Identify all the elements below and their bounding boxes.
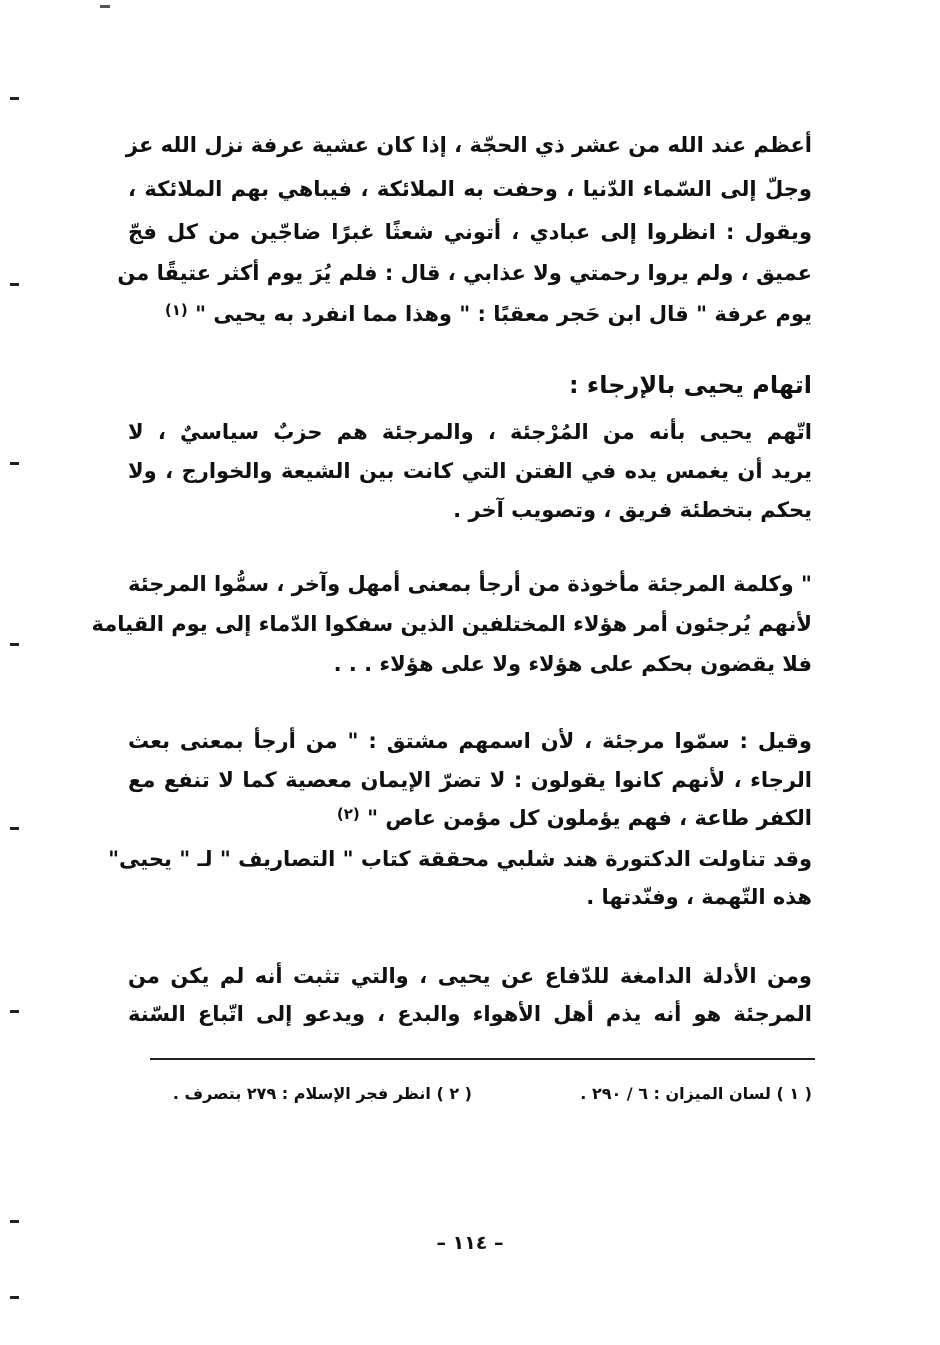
footnote-ref: (٢)	[336, 805, 360, 823]
body-line: وقيل : سمّوا مرجئة ، لأن اسمهم مشتق : " من أرجأ بمعنى بعث	[128, 729, 812, 753]
body-line: يحكم بتخطئة فريق ، وتصويب آخر .	[453, 498, 812, 522]
body-line	[337, 800, 812, 838]
body-line: المرجئة هو أنه يذم أهل الأهواء والبدع ، ويدعو إلى اتّباع السّنة	[128, 1002, 812, 1026]
body-line: " وكلمة المرجئة مأخوذة من أرجأ بمعنى أمهل وآخر ، سمُّوا المرجئة	[128, 572, 812, 596]
scan-mark	[10, 462, 19, 465]
scan-mark	[10, 827, 19, 830]
footnote-ref: (١)	[164, 301, 188, 319]
scan-mark	[100, 5, 110, 8]
body-line: عميق ، ولم يروا رحمتي ولا عذابي ، قال : فلم يُرَ يوم أكثر عتيقًا من	[117, 261, 812, 285]
scan-mark	[10, 97, 19, 100]
page-number: – ١١٤ –	[436, 1232, 504, 1254]
body-line-text: يوم عرفة " قال ابن حَجر معقبًا : " وهذا مما انفرد به يحيى "	[195, 302, 812, 326]
body-line: وجلّ إلى السّماء الدّنيا ، وحفت به الملائكة ، فيباهي بهم الملائكة ،	[128, 177, 812, 201]
body-line: وقد تناولت الدكتورة هند شلبي محققة كتاب " التصاريف " لـ " يحيى"	[108, 847, 812, 871]
body-line: الرجاء ، لأنهم كانوا يقولون : لا تضرّ الإيمان معصية كما لا تنفع مع	[128, 768, 812, 792]
footnote-1: ( ١ ) لسان الميزان : ٦ / ٢٩٠ .	[580, 1084, 812, 1103]
body-line: ويقول : انظروا إلى عبادي ، أتوني شعثًا غبرًا ضاجّين من كل فجّ	[128, 220, 812, 244]
body-line: يريد أن يغمس يده في الفتن التي كانت بين الشيعة والخوارج ، ولا	[128, 459, 812, 483]
body-line: فلا يقضون بحكم على هؤلاء ولا على هؤلاء . . .	[333, 652, 812, 676]
scan-mark	[10, 283, 19, 286]
body-line: أعظم عند الله من عشر ذي الحجّة ، إذا كان عشية عرفة نزل الله عز	[125, 133, 812, 157]
section-heading: اتهام يحيى بالإرجاء :	[568, 371, 812, 399]
scan-mark	[10, 1296, 19, 1299]
scan-mark	[10, 1010, 19, 1013]
body-line	[165, 296, 812, 334]
scan-mark	[10, 643, 19, 646]
body-line: ومن الأدلة الدامغة للدّفاع عن يحيى ، والتي تثبت أنه لم يكن من	[128, 964, 812, 988]
body-line-text: الكفر طاعة ، فهم يؤملون كل مؤمن عاص "	[367, 806, 812, 830]
body-line: اتّهم يحيى بأنه من المُرْجئة ، والمرجئة هم حزبٌ سياسيٌ ، لا	[128, 420, 812, 444]
body-line: لأنهم يُرجئون أمر هؤلاء المختلفين الذين سفكوا الدّماء إلى يوم القيامة	[91, 612, 812, 636]
scan-mark	[10, 1220, 19, 1223]
footnote-divider	[150, 1058, 815, 1060]
footnote-2: ( ٢ ) انظر فجر الإسلام : ٢٧٩ بتصرف .	[172, 1084, 472, 1103]
body-line: هذه التّهمة ، وفنّدتها .	[586, 885, 812, 909]
